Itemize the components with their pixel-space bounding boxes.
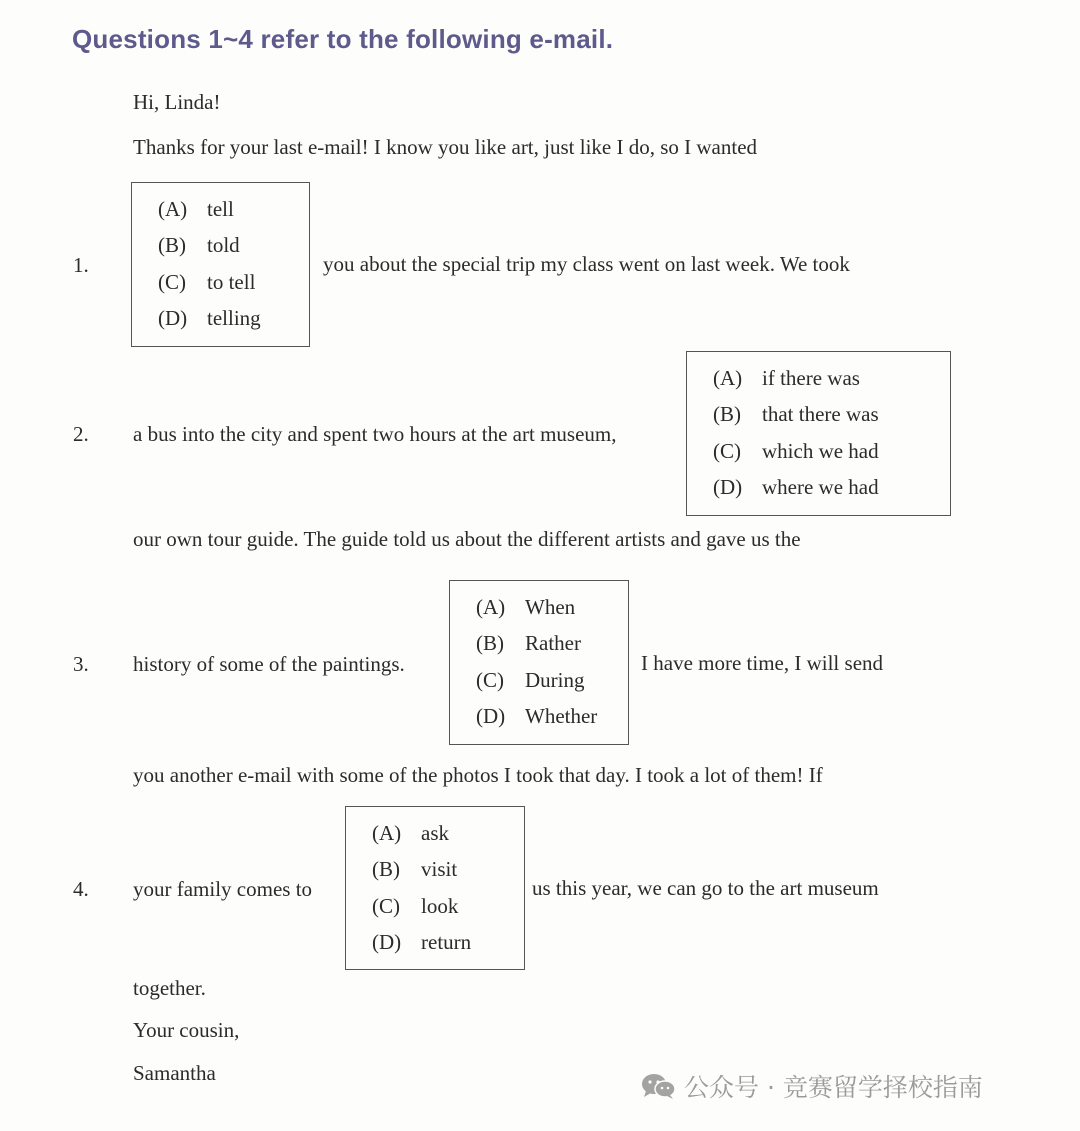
question-4-option-a[interactable]: (A) ask <box>372 821 449 845</box>
question-4-text-before: your family comes to <box>133 877 313 901</box>
question-1-number: 1. <box>73 253 89 277</box>
wechat-icon <box>640 1072 676 1106</box>
email-line-1: Thanks for your last e-mail! I know you like art, just like I do, so I wanted <box>133 135 758 159</box>
question-3-text-after: I have more time, I will send <box>641 651 884 675</box>
question-1-options <box>131 182 310 347</box>
email-line-3: our own tour guide. The guide told us about the different artists and gave us the <box>133 527 801 551</box>
watermark <box>640 1068 983 1106</box>
question-2-option-d[interactable]: (D) where we had <box>713 475 879 499</box>
email-closing: Your cousin, <box>133 1018 240 1042</box>
question-4-options <box>345 806 525 970</box>
question-3-number: 3. <box>73 652 89 676</box>
question-3-option-c[interactable]: (C) During <box>476 668 585 692</box>
question-1-option-a[interactable]: (A) tell <box>158 197 234 221</box>
question-4-text-after: us this year, we can go to the art museum <box>532 876 879 900</box>
question-2-text: a bus into the city and spent two hours at the art museum, <box>133 422 617 446</box>
question-3-option-a[interactable]: (A) When <box>476 595 576 619</box>
question-3-options <box>449 580 629 745</box>
question-1-option-d[interactable]: (D) telling <box>158 306 261 330</box>
question-1-option-b[interactable]: (B) told <box>158 233 240 257</box>
question-3-text-before: history of some of the paintings. <box>133 652 405 676</box>
question-2-option-c[interactable]: (C) which we had <box>713 439 879 463</box>
question-2-options <box>686 351 951 516</box>
question-2-option-b[interactable]: (B) that there was <box>713 402 879 426</box>
email-greeting: Hi, Linda! <box>133 90 221 114</box>
question-3-option-b[interactable]: (B) Rather <box>476 631 581 655</box>
question-1-option-c[interactable]: (C) to tell <box>158 270 256 294</box>
question-2-number: 2. <box>73 422 89 446</box>
question-4-number: 4. <box>73 877 89 901</box>
question-3-option-d[interactable]: (D) Whether <box>476 704 598 728</box>
question-4-option-b[interactable]: (B) visit <box>372 857 458 881</box>
page-heading: Questions 1~4 refer to the following e-mail. <box>72 24 614 54</box>
watermark-text: 公众号 · 竞赛留学择校指南 <box>684 1073 983 1102</box>
question-4-option-d[interactable]: (D) return <box>372 930 472 954</box>
email-together: together. <box>133 976 206 1000</box>
email-signature: Samantha <box>133 1061 216 1085</box>
email-line-4: you another e-mail with some of the photos I took that day. I took a lot of them! If <box>133 763 823 787</box>
question-1-text: you about the special trip my class went on last week. We took <box>323 252 850 276</box>
question-4-option-c[interactable]: (C) look <box>372 894 459 918</box>
question-2-option-a[interactable]: (A) if there was <box>713 366 860 390</box>
